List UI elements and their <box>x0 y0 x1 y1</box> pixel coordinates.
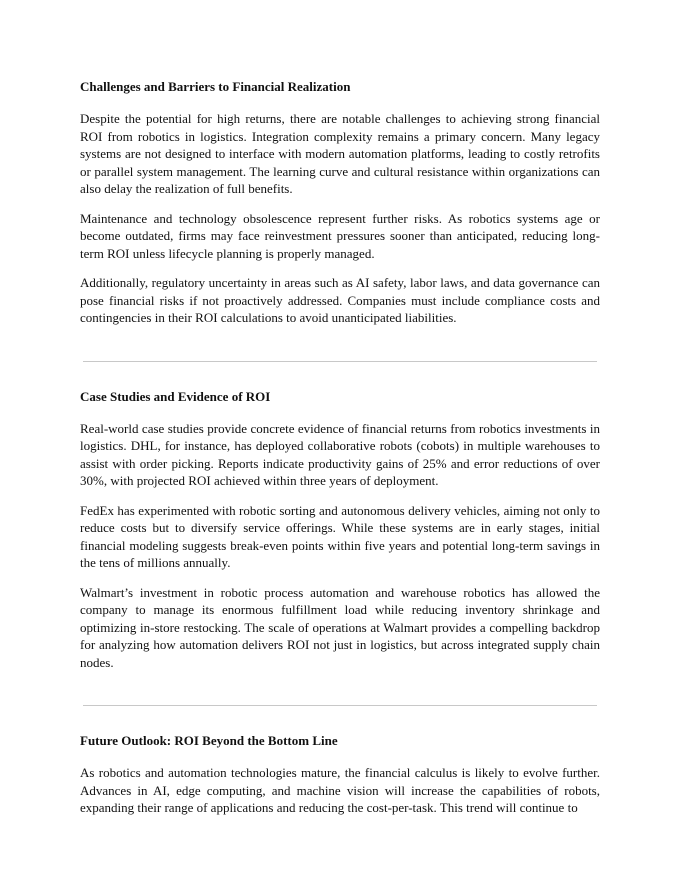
paragraph: Additionally, regulatory uncertainty in areas such as AI safety, labor laws, and data governance can pose financial risks if not proactively addressed. Companies must include compliance costs and contingencies in their ROI calculations to avoid unanticipated liabilities. <box>80 275 600 325</box>
document-content <box>80 75 600 829</box>
section-divider <box>83 705 597 706</box>
paragraph: Walmart’s investment in robotic process automation and warehouse robotics has allowed the company to manage its enormous fulfillment load while reducing inventory shrinkage and optimizing in-store restocking. The scale of operations at Walmart provides a compelling backdrop for analyzing how automation delivers ROI not just in logistics, but across integrated supply chain nodes. <box>80 584 600 670</box>
paragraph: Real-world case studies provide concrete evidence of financial returns from robotics investments in logistics. DHL, for instance, has deployed collaborative robots (cobots) in multiple warehouses to assist with order picking. Reports indicate productivity gains of 25% and error reductions of over 30%, with projected ROI achieved within three years of deployment. <box>80 420 600 488</box>
section-divider <box>83 361 597 362</box>
paragraph: FedEx has experimented with robotic sorting and autonomous delivery vehicles, aiming not only to reduce costs but to diversify service offerings. While these systems are in early stages, initial financial modeling suggests break-even points within five years and potential long-term savings in the tens of millions annually. <box>80 502 600 570</box>
paragraph: Despite the potential for high returns, there are notable challenges to achieving strong financial ROI from robotics in logistics. Integration complexity remains a primary concern. Many legacy systems are not designed to interface with modern automation platforms, leading to costly retrofits or parallel system management. The learning curve and cultural resistance within organizations can also delay the realization of full benefits. <box>80 111 600 196</box>
section-heading-case-studies: Case Studies and Evidence of ROI <box>80 388 271 404</box>
section-heading-challenges: Challenges and Barriers to Financial Realization <box>80 79 351 94</box>
paragraph: As robotics and automation technologies mature, the financial calculus is likely to evolve further. Advances in AI, edge computing, and machine vision will increase the capabilities of robots, expanding their range of applications and reducing the cost-per-task. This trend will continue to <box>80 765 600 815</box>
section-heading-future-outlook: Future Outlook: ROI Beyond the Bottom Line <box>80 733 338 748</box>
paragraph: Maintenance and technology obsolescence represent further risks. As robotics systems age or become outdated, firms may face reinvestment pressures sooner than anticipated, reducing long-term ROI unless lifecycle planning is properly managed. <box>80 210 600 261</box>
